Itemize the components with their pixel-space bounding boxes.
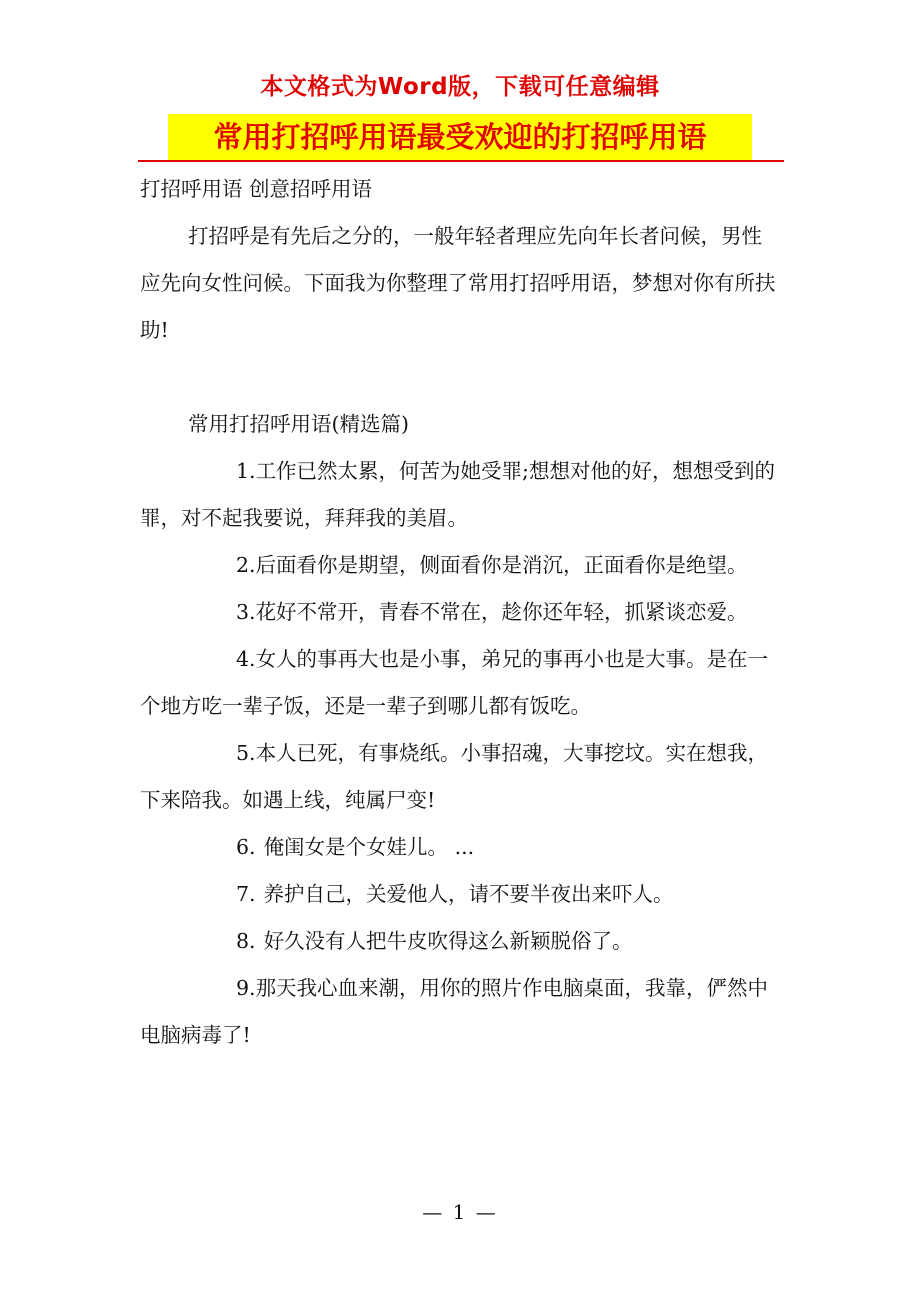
list-item: [140, 871, 780, 918]
list-item: [140, 918, 780, 965]
list-item-text: 工作已然太累，何苦为她受罪;想想对他的好，想想受到的罪，对不起我要说，拜拜我的美眉。: [140, 459, 775, 530]
page-number: — 1 —: [422, 1200, 498, 1224]
list-item-number: 5.: [236, 741, 256, 765]
list-item: [140, 542, 780, 589]
title-divider: [138, 160, 784, 162]
list-item-number: 9.: [236, 976, 256, 1000]
list-item-number: 7.: [236, 882, 256, 906]
list-item-text: 俺闺女是个女娃儿。 ...: [263, 835, 475, 859]
blank-line: [140, 354, 780, 401]
section-heading: 常用打招呼用语(精选篇): [188, 412, 409, 436]
list-item-number: 6.: [236, 835, 256, 859]
list-item-number: 1.: [236, 459, 256, 483]
list-item-number: 2.: [236, 553, 256, 577]
list-item: [140, 636, 780, 730]
document-body: [140, 166, 780, 1059]
list-item-number: 3.: [236, 600, 256, 624]
list-item-text: 好久没有人把牛皮吹得这么新颖脱俗了。: [263, 929, 633, 953]
list-item-text: 女人的事再大也是小事，弟兄的事再小也是大事。是在一个地方吃一辈子饭，还是一辈子到哪儿都有饭吃。: [140, 647, 769, 718]
download-notice: 本文格式为Word版，下载可任意编辑: [260, 74, 660, 100]
list-item-text: 本人已死，有事烧纸。小事招魂，大事挖坟。实在想我，下来陪我。如遇上线，纯属尸变!: [140, 741, 769, 812]
list-item-text: 花好不常开，青春不常在，趁你还年轻，抓紧谈恋爱。: [255, 600, 748, 624]
list-item-number: 8.: [236, 929, 256, 953]
document-title: 常用打招呼用语最受欢迎的打招呼用语: [168, 114, 752, 160]
list-item: [140, 730, 780, 824]
intro-paragraph: 打招呼是有先后之分的，一般年轻者理应先向年长者问候，男性应先向女性问候。下面我为你整理了常用打招呼用语，梦想对你有所扶助!: [140, 224, 776, 342]
list-item: [140, 965, 780, 1059]
list-item: [140, 589, 780, 636]
list-item-number: 4.: [236, 647, 256, 671]
list-item-text: 后面看你是期望，侧面看你是消沉，正面看你是绝望。: [255, 553, 748, 577]
list-item-text: 那天我心血来潮，用你的照片作电脑桌面，我靠，俨然中电脑病毒了!: [140, 976, 769, 1047]
subtitle: 打招呼用语 创意招呼用语: [140, 177, 373, 201]
list-item-text: 养护自己，关爱他人，请不要半夜出来吓人。: [263, 882, 674, 906]
list-item: [140, 448, 780, 542]
list-item: [140, 824, 780, 871]
